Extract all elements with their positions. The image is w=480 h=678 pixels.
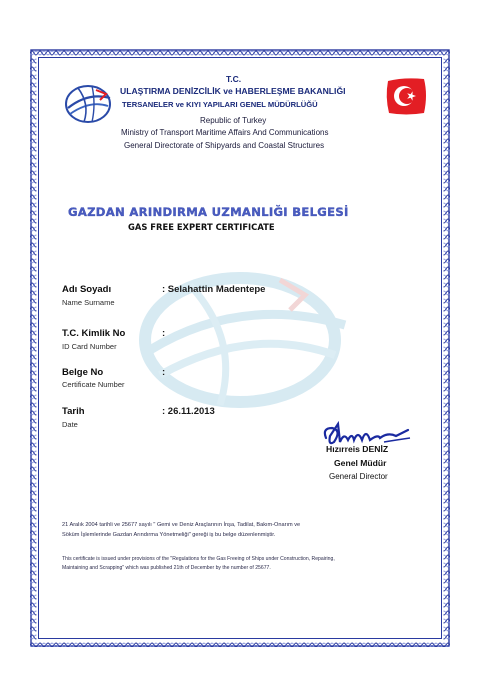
watermark-globe-icon [130, 255, 360, 425]
header-republic-en: Republic of Turkey [200, 116, 267, 125]
footer-tr-line1: 21 Aralık 2004 tarihli ve 25677 sayılı " Gemi ve Deniz Araçlarının İnşa, Tadilat, Bakım-Onarım ve [62, 522, 301, 528]
field-date-label: Tarih [62, 406, 85, 417]
ministry-logo-icon [62, 82, 114, 126]
field-id-sublabel: ID Card Number [62, 342, 117, 351]
footer-en-line2: Maintaining and Scrapping" which was published 21th of December by the number of 25677. [62, 565, 271, 571]
header-ministry-tr: ULAŞTIRMA DENİZCİLİK ve HABERLEŞME BAKANLIĞI [120, 86, 346, 96]
footer-en-line1: This certificate is issued under provisions of the "Regulations for the Gas Freeing of Ships under Construction, Repairing, [62, 556, 335, 562]
field-name-label: Adı Soyadı [62, 284, 112, 295]
signatory-title-en: General Director [329, 472, 388, 481]
turkish-flag-icon [384, 75, 430, 117]
field-date-value: : 26.11.2013 [162, 406, 215, 417]
field-certificate-sublabel: Certificate Number [62, 380, 125, 389]
header-tc: T.C. [226, 74, 242, 84]
field-id-label: T.C. Kimlik No [62, 328, 126, 339]
certificate-title-en: GAS FREE EXPERT CERTIFICATE [128, 222, 275, 232]
header-ministry-en: Ministry of Transport Maritime Affairs And Communications [121, 128, 329, 137]
header-directorate-en: General Directorate of Shipyards and Coastal Structures [124, 141, 325, 150]
signatory-title-tr: Genel Müdür [334, 458, 387, 468]
field-certificate-label: Belge No [62, 367, 104, 378]
footer-tr-line2: Söküm İşlemlerinde Gazdan Arındırma Yönetmeliği" gereği iş bu belge düzenlenmiştir. [62, 532, 276, 538]
field-certificate-value: : [162, 367, 166, 378]
field-name-value: : Selahattin Madentepe [162, 284, 266, 295]
header-directorate-tr: TERSANELER ve KIYI YAPILARI GENEL MÜDÜRLÜĞÜ [122, 100, 318, 109]
field-id-value: : [162, 328, 166, 339]
signatory-name: Hızırreis DENİZ [326, 444, 389, 454]
certificate-title-tr: GAZDAN ARINDIRMA UZMANLIĞI BELGESİ [68, 205, 349, 219]
field-name-sublabel: Name Surname [62, 298, 115, 307]
field-date-sublabel: Date [62, 420, 78, 429]
